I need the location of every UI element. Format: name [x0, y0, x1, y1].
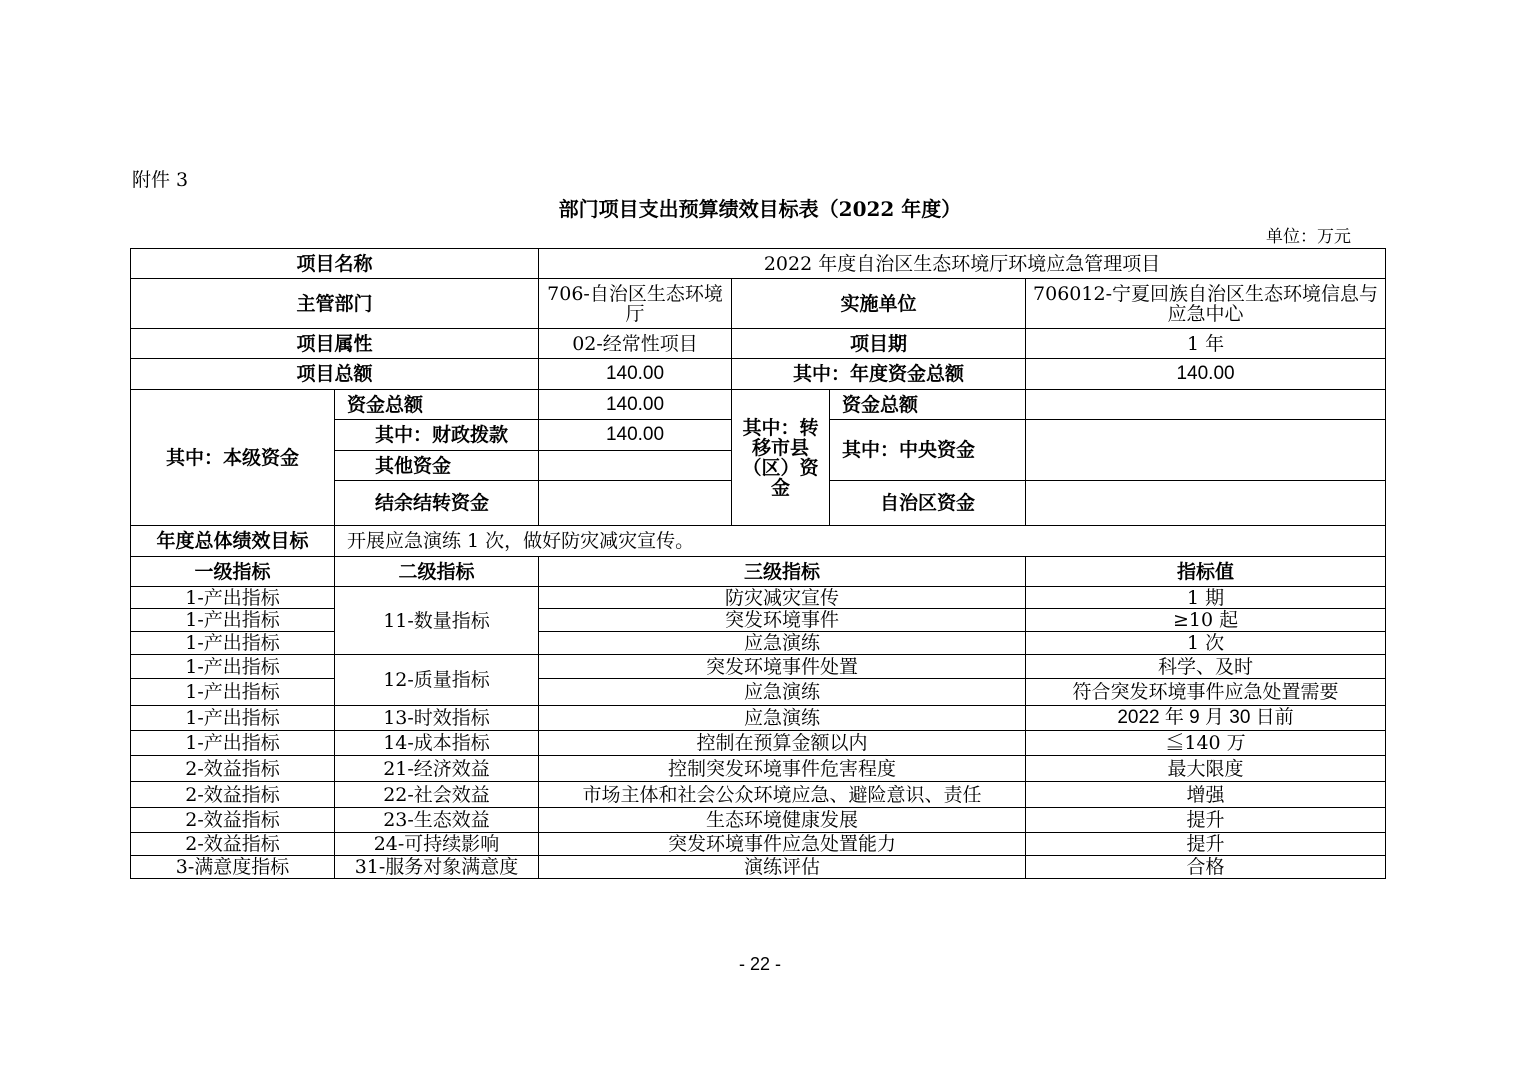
indicator-value: 增强	[1026, 782, 1386, 808]
indicator-l3: 突发环境事件处置	[539, 655, 1026, 679]
indicator-l1: 1-产出指标	[131, 632, 335, 655]
goal-text: 开展应急演练 1 次，做好防灾减灾宣传。	[335, 526, 1386, 557]
indicator-l2: 21-经济效益	[335, 756, 539, 782]
indicator-l1: 1-产出指标	[131, 587, 335, 609]
table-row	[131, 632, 1386, 655]
indicator-l3: 突发环境事件	[539, 609, 1026, 632]
indicator-l2: 24-可持续影响	[335, 833, 539, 856]
indicator-l3: 应急演练	[539, 632, 1026, 655]
table-row	[131, 856, 1386, 879]
indicator-value: 提升	[1026, 833, 1386, 856]
indicator-l3: 控制突发环境事件危害程度	[539, 756, 1026, 782]
indicator-l2: 13-时效指标	[335, 706, 539, 731]
project-name-value: 2022 年度自治区生态环境厅环境应急管理项目	[539, 249, 1386, 279]
annual-value: 140.00	[1026, 359, 1386, 390]
page-title: 部门项目支出预算绩效目标表（2022 年度）	[558, 197, 962, 221]
indicator-value: 提升	[1026, 808, 1386, 833]
local-funds-label: 其中：本级资金	[131, 390, 335, 526]
header-l3: 三级指标	[539, 557, 1026, 587]
indicator-l1: 2-效益指标	[131, 782, 335, 808]
transfer-total-label: 资金总额	[830, 390, 1026, 420]
indicator-value: ≥10 起	[1026, 609, 1386, 632]
indicator-l2: 31-服务对象满意度	[335, 856, 539, 879]
header-l1: 一级指标	[131, 557, 335, 587]
indicator-value: 符合突发环境事件应急处置需要	[1026, 679, 1386, 706]
transfer-funds-label: 其中：转移市县（区）资金	[732, 390, 830, 526]
period-value: 1 年	[1026, 329, 1386, 359]
table-row	[131, 679, 1386, 706]
indicator-l3: 生态环境健康发展	[539, 808, 1026, 833]
other-funds-label: 其他资金	[335, 451, 539, 481]
table-row	[131, 833, 1386, 856]
indicator-value: 1 次	[1026, 632, 1386, 655]
period-label: 项目期	[732, 329, 1026, 359]
indicator-l1: 2-效益指标	[131, 833, 335, 856]
indicator-l1: 3-满意度指标	[131, 856, 335, 879]
table-row	[131, 731, 1386, 756]
dept-label: 主管部门	[131, 279, 539, 329]
central-value	[1026, 420, 1386, 481]
table-row	[131, 706, 1386, 731]
indicator-value: 合格	[1026, 856, 1386, 879]
budget-performance-table	[130, 248, 1386, 879]
indicator-l3: 市场主体和社会公众环境应急、避险意识、责任	[539, 782, 1026, 808]
indicator-l1: 1-产出指标	[131, 655, 335, 679]
indicator-l1: 2-效益指标	[131, 756, 335, 782]
indicator-value: 科学、及时	[1026, 655, 1386, 679]
indicator-l1: 1-产出指标	[131, 706, 335, 731]
table-row	[131, 587, 1386, 609]
indicator-l3: 演练评估	[539, 856, 1026, 879]
indicator-l2: 14-成本指标	[335, 731, 539, 756]
attr-label: 项目属性	[131, 329, 539, 359]
attachment-label: 附件 3	[132, 169, 189, 191]
page-number: - 22 -	[738, 954, 781, 974]
region-funds-value	[1026, 481, 1386, 526]
indicator-l3: 应急演练	[539, 679, 1026, 706]
local-total-value: 140.00	[539, 390, 732, 420]
local-total-label: 资金总额	[335, 390, 539, 420]
table-row	[131, 609, 1386, 632]
indicator-value: 1 期	[1026, 587, 1386, 609]
indicator-l1: 1-产出指标	[131, 731, 335, 756]
fiscal-label: 其中：财政拨款	[335, 420, 539, 451]
indicator-l2: 12-质量指标	[335, 655, 539, 706]
region-funds-label: 自治区资金	[830, 481, 1026, 526]
table-row	[131, 808, 1386, 833]
indicator-value: 最大限度	[1026, 756, 1386, 782]
indicator-l1: 1-产出指标	[131, 609, 335, 632]
project-name-label: 项目名称	[131, 249, 539, 279]
transfer-total-value	[1026, 390, 1386, 420]
indicator-l3: 应急演练	[539, 706, 1026, 731]
table-row	[131, 756, 1386, 782]
impl-value: 706012-宁夏回族自治区生态环境信息与应急中心	[1026, 279, 1386, 329]
indicator-l3: 突发环境事件应急处置能力	[539, 833, 1026, 856]
goal-label: 年度总体绩效目标	[131, 526, 335, 557]
header-value: 指标值	[1026, 557, 1386, 587]
indicator-l2: 11-数量指标	[335, 587, 539, 655]
indicator-l2: 22-社会效益	[335, 782, 539, 808]
indicator-l3: 控制在预算金额以内	[539, 731, 1026, 756]
central-label: 其中：中央资金	[830, 420, 1026, 481]
indicator-l1: 2-效益指标	[131, 808, 335, 833]
dept-value: 706-自治区生态环境厅	[539, 279, 732, 329]
carry-funds-label: 结余结转资金	[335, 481, 539, 526]
unit-label: 单位：万元	[1266, 227, 1351, 247]
header-l2: 二级指标	[335, 557, 539, 587]
table-row	[131, 655, 1386, 679]
total-value: 140.00	[539, 359, 732, 390]
indicator-l3: 防灾减灾宣传	[539, 587, 1026, 609]
attr-value: 02-经常性项目	[539, 329, 732, 359]
table-row	[131, 782, 1386, 808]
impl-label: 实施单位	[732, 279, 1026, 329]
fiscal-value: 140.00	[539, 420, 732, 451]
other-funds-value	[539, 451, 732, 481]
indicator-value: 2022 年 9 月 30 日前	[1026, 706, 1386, 731]
annual-label: 其中：年度资金总额	[732, 359, 1026, 390]
carry-funds-value	[539, 481, 732, 526]
indicator-value: ≦140 万	[1026, 731, 1386, 756]
indicator-l2: 23-生态效益	[335, 808, 539, 833]
indicator-l1: 1-产出指标	[131, 679, 335, 706]
total-label: 项目总额	[131, 359, 539, 390]
